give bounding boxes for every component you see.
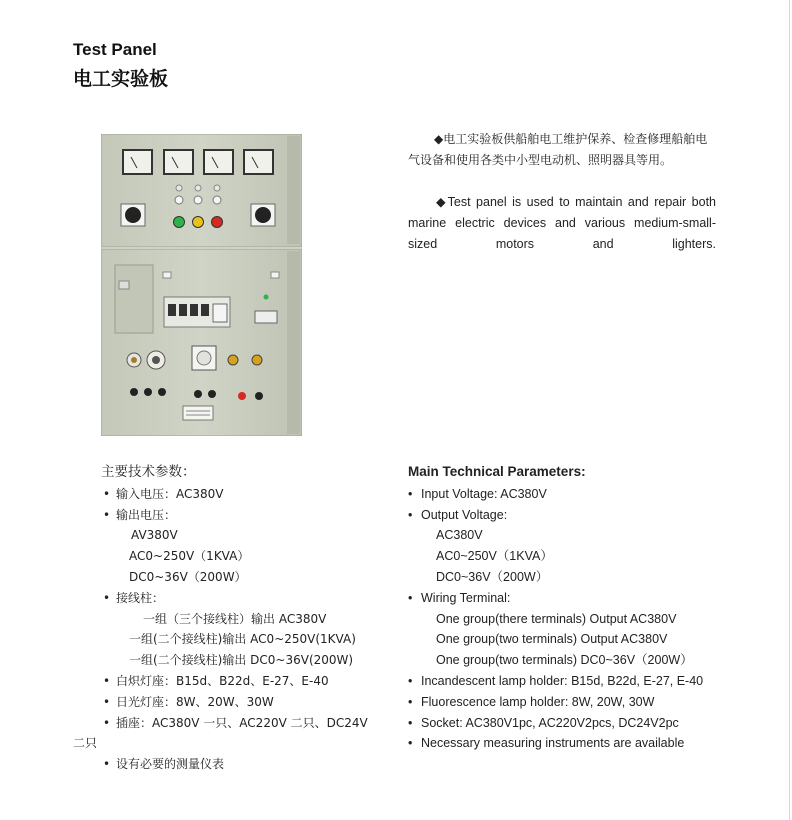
list-item: • 设有必要的测量仪表 — [103, 757, 225, 772]
list-item: 一组(二个接线柱)输出 DC0~36V(200W) — [129, 653, 354, 668]
list-item: One group(two terminals) DC0~36V（200W） — [436, 653, 693, 668]
description-chinese-text: ◆电工实验板供船舶电工维护保养、检查修理船舶电气设备和使用各类中小型电动机、照明器具等用。 — [408, 132, 708, 167]
list-item: • Input Voltage: AC380V — [408, 486, 547, 501]
list-item: One group(two terminals) Output AC380V — [436, 632, 668, 647]
params-english-heading: Main Technical Parameters: — [408, 464, 586, 479]
list-item: • Output Voltage: — [408, 507, 508, 522]
list-item: 二只 — [73, 736, 98, 751]
list-item: • 输入电压：AC380V — [103, 486, 224, 501]
list-item: One group(there terminals) Output AC380V — [436, 611, 677, 626]
list-item: AV380V — [131, 528, 178, 543]
list-item: DC0~36V（200W） — [129, 569, 247, 584]
list-item: • Necessary measuring instruments are available — [408, 736, 685, 751]
list-item: • Socket: AC380V1pc, AC220V2pcs, DC24V2pc — [408, 715, 679, 730]
list-item: • Incandescent lamp holder: B15d, B22d, E-27, E-40 — [408, 673, 704, 688]
description-english — [408, 192, 716, 276]
list-item: DC0~36V（200W） — [436, 569, 549, 584]
list-item: • 插座：AC380V 一只、AC220V 二只、DC24V — [103, 715, 368, 730]
list-item: AC0~250V（1KVA） — [436, 549, 553, 564]
description-chinese — [408, 129, 716, 171]
params-chinese — [73, 462, 393, 775]
list-item: • Wiring Terminal: — [408, 590, 511, 605]
params-english — [408, 462, 748, 754]
list-item: AC380V — [436, 528, 483, 543]
params-chinese-heading: 主要技术参数： — [101, 464, 196, 480]
test-panel-photo — [101, 134, 302, 436]
description-english-text: ◆Test panel is used to maintain and repair both marine electric devices and various medium-small-sized motors and lighters. — [408, 195, 716, 251]
list-item: • 白炽灯座：B15d、B22d、E-27、E-40 — [103, 673, 329, 688]
list-item: • Fluorescence lamp holder: 8W, 20W, 30W — [408, 694, 655, 709]
list-item: 一组(二个接线柱)输出 AC0~250V(1KVA) — [129, 632, 356, 647]
list-item: 一组（三个接线柱）输出 AC380V — [143, 611, 327, 626]
list-item: • 日光灯座：8W、20W、30W — [103, 694, 274, 709]
list-item: • 输出电压： — [103, 507, 177, 522]
page-right-border — [789, 0, 790, 820]
list-item: • 接线柱： — [103, 590, 165, 605]
title-english: Test Panel — [73, 40, 157, 59]
list-item: AC0~250V（1KVA） — [129, 549, 250, 564]
title-chinese: 电工实验板 — [73, 68, 169, 90]
